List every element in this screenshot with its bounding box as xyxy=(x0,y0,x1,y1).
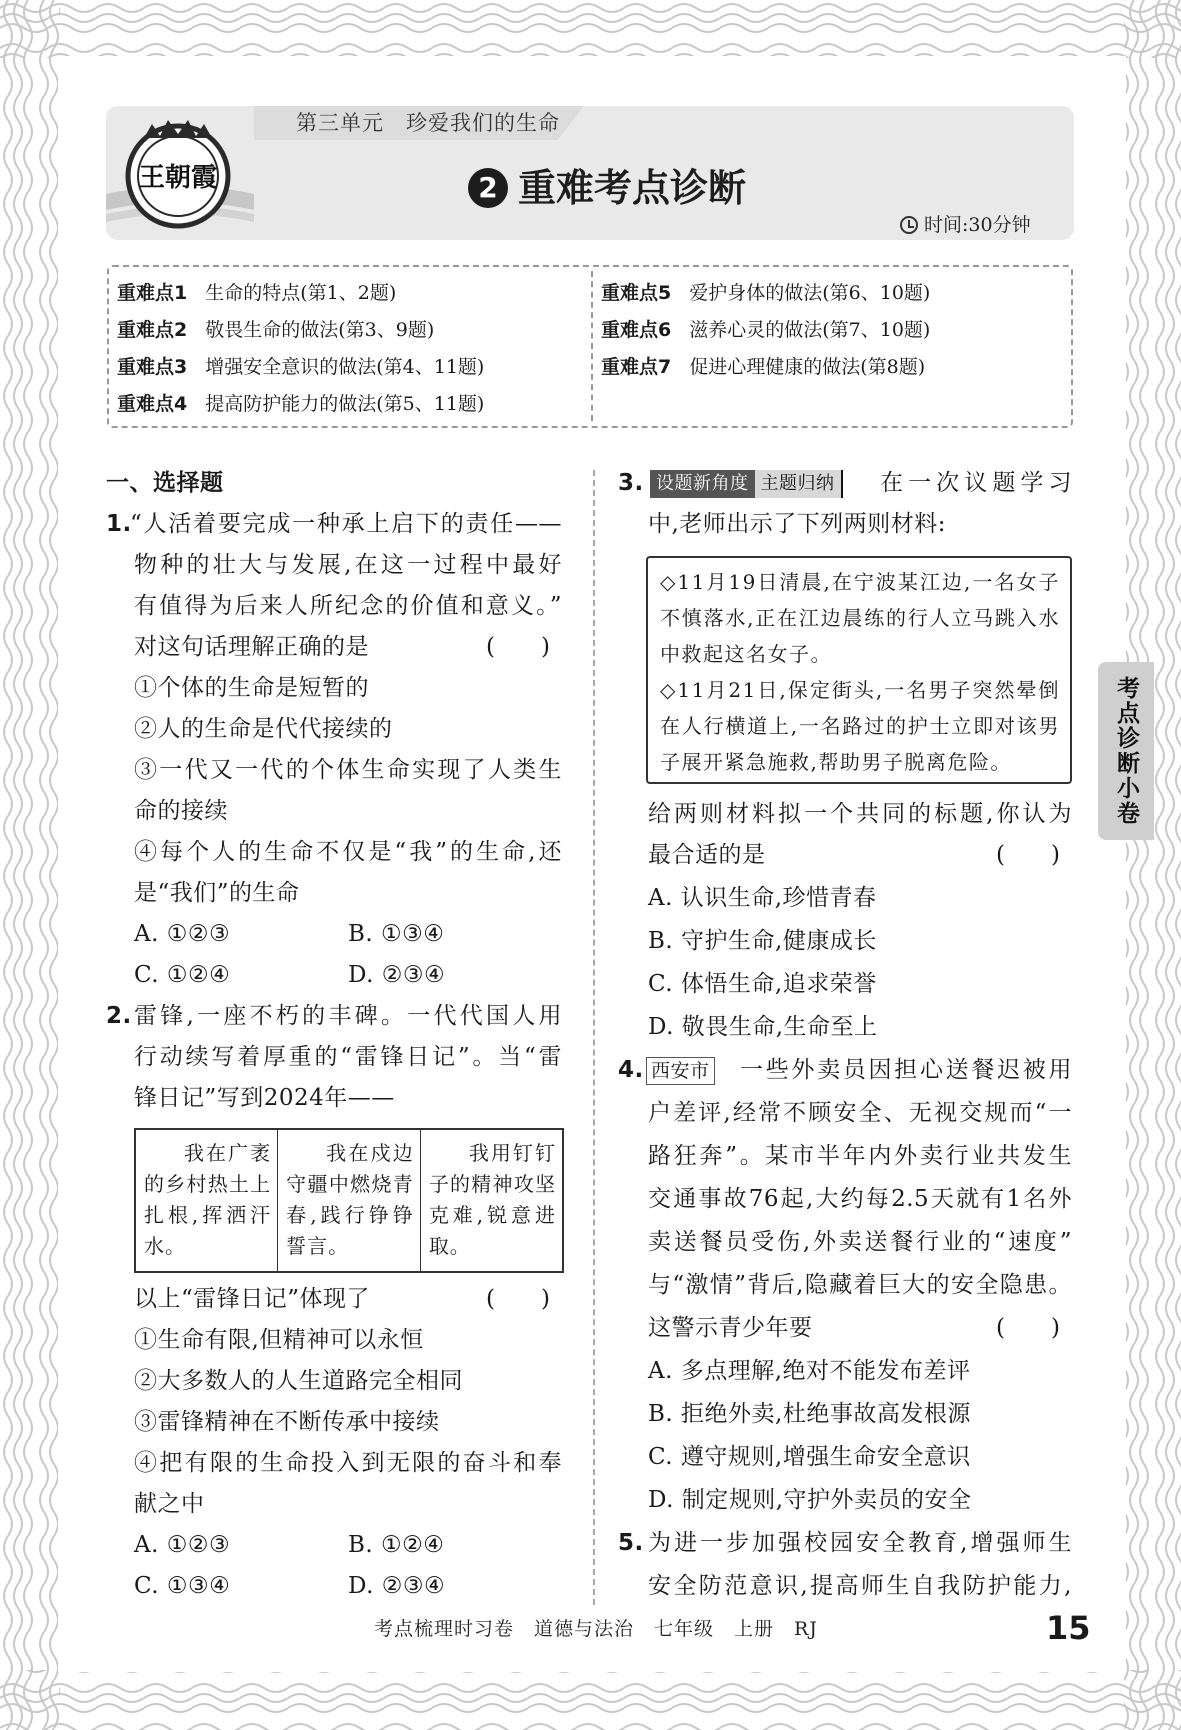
theme-tag: 主题归纳 xyxy=(755,470,843,498)
key-points-divider xyxy=(591,271,593,421)
q3-stem-line: 中,老师出示了下列两则材料: xyxy=(648,511,947,537)
q4-answer-blank[interactable]: ( ) xyxy=(996,1315,1060,1341)
q1-statement: ③一代又一代的个体生命实现了人类生 xyxy=(134,757,562,783)
new-angle-tag: 设题新角度 xyxy=(650,470,755,498)
q2-stem-line: 锋日记”写到2024年—— xyxy=(134,1085,395,1111)
svg-text:王朝霞: 王朝霞 xyxy=(138,163,218,193)
q1-answer-blank[interactable]: ( ) xyxy=(486,634,550,660)
material-item: ◇11月21日,保定街头,一名男子突然晕倒在人行横道上,一名路过的护士立即对该男子展开紧急施救,帮助男子脱离危险。 xyxy=(660,678,1060,774)
q1-stem-line: 对这句话理解正确的是 xyxy=(134,634,369,660)
q4-stem-line: 一些外卖员因担心送餐迟被用 xyxy=(740,1057,1072,1083)
diary-table xyxy=(134,1128,564,1273)
q1-statement: 是“我们”的生命 xyxy=(134,880,300,906)
q2-option-b[interactable]: B. ①②④ xyxy=(348,1532,445,1558)
time-text: 时间:30分钟 xyxy=(924,214,1031,236)
q4-number: 4. xyxy=(618,1057,644,1083)
section-title xyxy=(468,160,746,216)
q3-option-c[interactable]: C. 体悟生命,追求荣誉 xyxy=(648,971,877,997)
q4-option-c[interactable]: C. 遵守规则,增强生命安全意识 xyxy=(648,1444,971,1470)
q4-city-tag-wrap xyxy=(646,1050,715,1091)
q3-answer-blank[interactable]: ( ) xyxy=(996,842,1060,868)
key-point-6: 重难点6 滋养心灵的做法(第7、10题) xyxy=(601,319,931,341)
q3-number: 3. xyxy=(618,470,644,496)
column-divider xyxy=(593,470,595,1605)
q1-statement: ④每个人的生命不仅是“我”的生命,还 xyxy=(134,839,562,865)
footer-text: 考点梳理时习卷 道德与法治 七年级 上册 RJ xyxy=(374,1618,818,1640)
q1-number: 1. xyxy=(106,511,132,537)
q1-statement: ②人的生命是代代接续的 xyxy=(134,716,393,742)
q4-option-d[interactable]: D. 制定规则,守护外卖员的安全 xyxy=(648,1487,972,1513)
q4-stem-line: 户差评,经常不顾安全、无视交规而“一 xyxy=(648,1100,1072,1126)
side-tab-label: 考点诊断小卷 xyxy=(1098,662,1154,840)
section-number-badge: 2 xyxy=(468,168,508,208)
q1-stem-line: 有值得为后来人所纪念的价值和意义。” xyxy=(134,593,562,619)
q1-stem-line: 物种的壮大与发展,在这一过程中最好 xyxy=(134,552,562,578)
q2-option-a[interactable]: A. ①②③ xyxy=(134,1532,231,1558)
diary-cell: 我在戍边守疆中燃烧青春,践行铮铮誓言。 xyxy=(278,1129,421,1272)
q4-stem-line: 卖送餐员受伤,外卖送餐行业的“速度” xyxy=(648,1229,1072,1255)
q2-statement: ④把有限的生命投入到无限的奋斗和奉 xyxy=(134,1450,562,1476)
material-box xyxy=(646,556,1072,784)
logo-seal-icon xyxy=(106,116,254,234)
q2-stem-line: 行动续写着厚重的“雷锋日记”。当“雷 xyxy=(134,1044,562,1070)
q2-statement: 献之中 xyxy=(134,1491,205,1517)
q5-number: 5. xyxy=(618,1530,644,1556)
q2-question: 以上“雷锋日记”体现了 xyxy=(134,1286,371,1312)
time-info xyxy=(900,210,1031,240)
material-item: ◇11月19日清晨,在宁波某江边,一名女子不慎落水,正在江边晨练的行人立马跳入水中救起这名女子。 xyxy=(660,570,1060,666)
q1-option-a[interactable]: A. ①②③ xyxy=(134,921,231,947)
diary-cell: 我用钉钉子的精神攻坚克难,锐意进取。 xyxy=(420,1129,563,1272)
section-title-text: 重难考点诊断 xyxy=(518,166,747,210)
key-point-5: 重难点5 爱护身体的做法(第6、10题) xyxy=(601,282,931,304)
q4-stem-line: 路狂奔”。某市半年内外卖行业共发生 xyxy=(648,1143,1072,1169)
q2-number: 2. xyxy=(106,1003,132,1029)
q1-statement: 命的接续 xyxy=(134,798,228,824)
q3-stem-line: 在一次议题学习 xyxy=(880,470,1072,496)
q3-option-b[interactable]: B. 守护生命,健康成长 xyxy=(648,928,877,954)
q2-answer-blank[interactable]: ( ) xyxy=(486,1286,550,1312)
q3-question-line: 给两则材料拟一个共同的标题,你认为 xyxy=(648,801,1072,827)
q5-stem-line: 安全防范意识,提高师生自我防护能力, xyxy=(648,1573,1072,1599)
key-point-2: 重难点2 敬畏生命的做法(第3、9题) xyxy=(117,319,435,341)
q5-stem-line: 为进一步加强校园安全教育,增强师生 xyxy=(648,1530,1072,1556)
q2-statement: ②大多数人的人生道路完全相同 xyxy=(134,1368,463,1394)
key-point-3: 重难点3 增强安全意识的做法(第4、11题) xyxy=(117,356,485,378)
q4-option-b[interactable]: B. 拒绝外卖,杜绝事故高发根源 xyxy=(648,1401,971,1427)
clock-icon xyxy=(900,216,918,234)
q1-option-d[interactable]: D. ②③④ xyxy=(348,962,446,988)
q3-tags xyxy=(650,463,843,504)
key-point-1: 重难点1 生命的特点(第1、2题) xyxy=(117,282,397,304)
section-heading: 一、选择题 xyxy=(106,470,224,496)
diary-cell: 我在广袤的乡村热土上扎根,挥洒汗水。 xyxy=(135,1129,278,1272)
q1-option-c[interactable]: C. ①②④ xyxy=(134,962,231,988)
q4-option-a[interactable]: A. 多点理解,绝对不能发布差评 xyxy=(648,1358,971,1384)
page-number: 15 xyxy=(1046,1609,1091,1647)
q3-question-line: 最合适的是 xyxy=(648,842,766,868)
q2-option-c[interactable]: C. ①③④ xyxy=(134,1573,231,1599)
q2-option-d[interactable]: D. ②③④ xyxy=(348,1573,446,1599)
q4-stem-line: 这警示青少年要 xyxy=(648,1315,813,1341)
unit-title: 第三单元 珍爱我们的生命 xyxy=(296,111,560,135)
q1-statement: ①个体的生命是短暂的 xyxy=(134,675,369,701)
q4-stem-line: 与“激情”背后,隐藏着巨大的安全隐患。 xyxy=(648,1272,1072,1298)
city-tag: 西安市 xyxy=(646,1057,715,1085)
q2-stem-line: 雷锋,一座不朽的丰碑。一代代国人用 xyxy=(134,1003,562,1029)
q1-stem-line: “人活着要完成一种承上启下的责任—— xyxy=(130,511,562,537)
q4-stem-line: 交通事故76起,大约每2.5天就有1名外 xyxy=(648,1186,1072,1212)
q3-option-a[interactable]: A. 认识生命,珍惜青春 xyxy=(648,885,877,911)
q2-statement: ①生命有限,但精神可以永恒 xyxy=(134,1327,424,1353)
key-point-7: 重难点7 促进心理健康的做法(第8题) xyxy=(601,356,926,378)
q1-option-b[interactable]: B. ①③④ xyxy=(348,921,445,947)
key-point-4: 重难点4 提高防护能力的做法(第5、11题) xyxy=(117,393,485,415)
q2-statement: ③雷锋精神在不断传承中接续 xyxy=(134,1409,440,1435)
q3-option-d[interactable]: D. 敬畏生命,生命至上 xyxy=(648,1014,878,1040)
